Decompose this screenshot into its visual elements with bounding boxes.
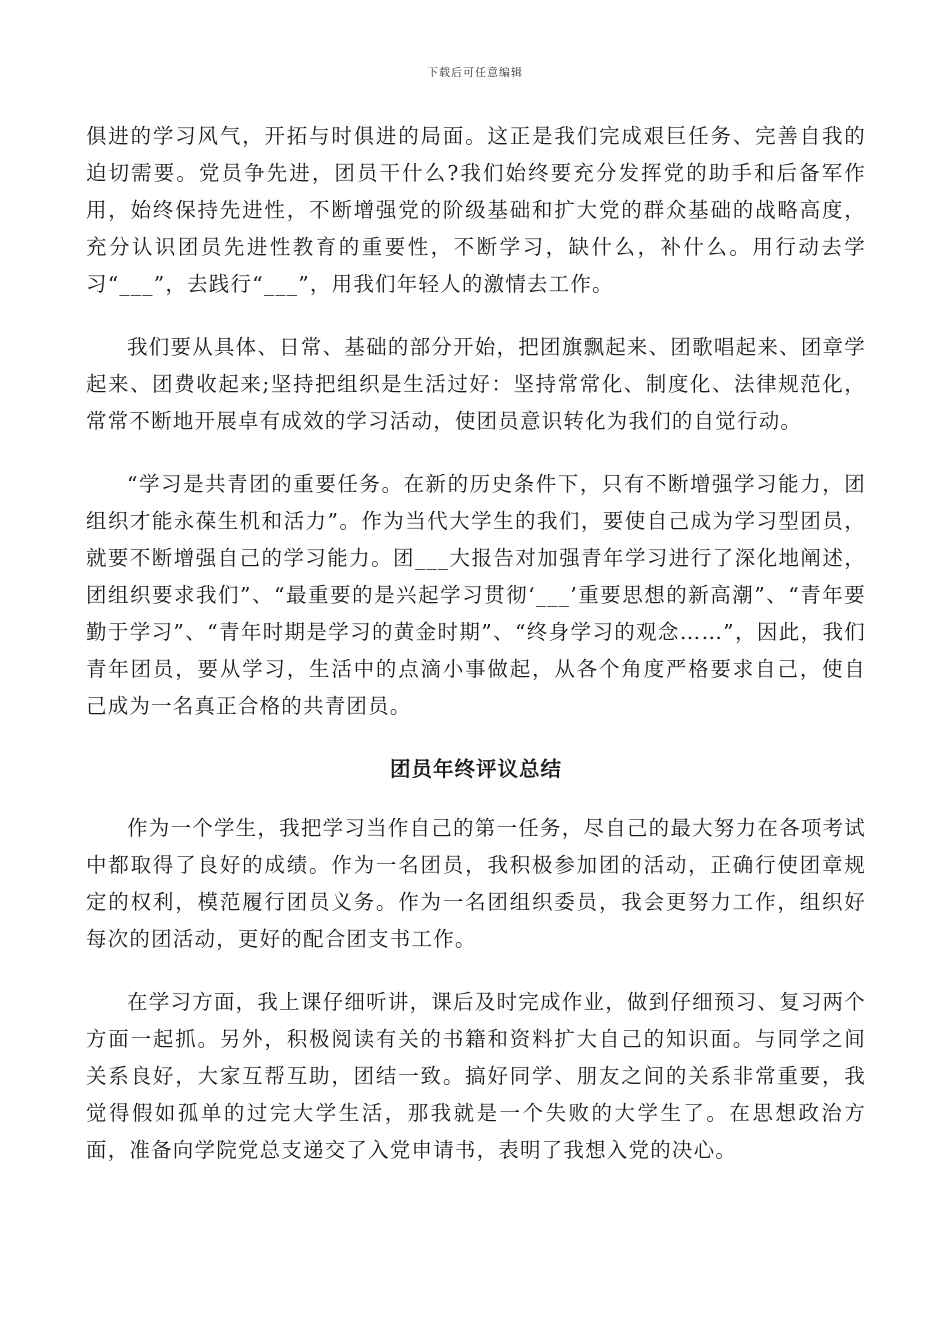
paragraph: 我们要从具体、日常、基础的部分开始，把团旗飘起来、团歌唱起来、团章学起来、团费收起来;坚持把组织是生活过好：坚持常常化、制度化、法律规范化，常常不断地开展卓有成效的学习活动，使团员意识转化为我们的自觉行动。 [86, 335, 866, 433]
paragraph: “学习是共青团的重要任务。在新的历史条件下，只有不断增强学习能力，团组织才能永葆生机和活力”。作为当代大学生的我们，要使自己成为学习型团员，就要不断增强自己的学习能力。团___大报告对加强青年学习进行了深化地阐述，团组织要求我们”、“最重要的是兴起学习贯彻‘___’重要思想的新高潮”、“青年要勤于学习”、“青年时期是学习的黄金时期”、“终身学习的观念……”，因此，我们青年团员，要从学习，生活中的点滴小事做起，从各个角度严格要求自己，使自己成为一名真正合格的共青团员。 [86, 472, 866, 718]
section-title: 团员年终评议总结 [390, 757, 562, 781]
paragraph-continuation: 俱进的学习风气，开拓与时俱进的局面。这正是我们完成艰巨任务、完善自我的迫切需要。党员争先进，团员干什么?我们始终要充分发挥党的助手和后备军作用，始终保持先进性，不断增强党的阶级基础和扩大党的群众基础的战略高度，充分认识团员先进性教育的重要性，不断学习，缺什么，补什么。用行动去学习“___”，去践行“___”，用我们年轻人的激情去工作。 [86, 124, 866, 296]
document-body [86, 118, 866, 1195]
paragraph: 在学习方面，我上课仔细听讲，课后及时完成作业，做到仔细预习、复习两个方面一起抓。另外，积极阅读有关的书籍和资料扩大自己的知识面。与同学之间关系良好，大家互帮互助，团结一致。搞好同学、朋友之间的关系非常重要，我觉得假如孤单的过完大学生活，那我就是一个失败的大学生了。在思想政治方面，准备向学院党总支递交了入党申请书，表明了我想入党的决心。 [86, 990, 866, 1162]
paragraph: 作为一个学生，我把学习当作自己的第一任务，尽自己的最大努力在各项考试中都取得了良好的成绩。作为一名团员，我积极参加团的活动，正确行使团章规定的权利，模范履行团员义务。作为一名团组织委员，我会更努力工作，组织好每次的团活动，更好的配合团支书工作。 [86, 816, 866, 951]
page-header: 下载后可任意编辑 [427, 66, 523, 79]
